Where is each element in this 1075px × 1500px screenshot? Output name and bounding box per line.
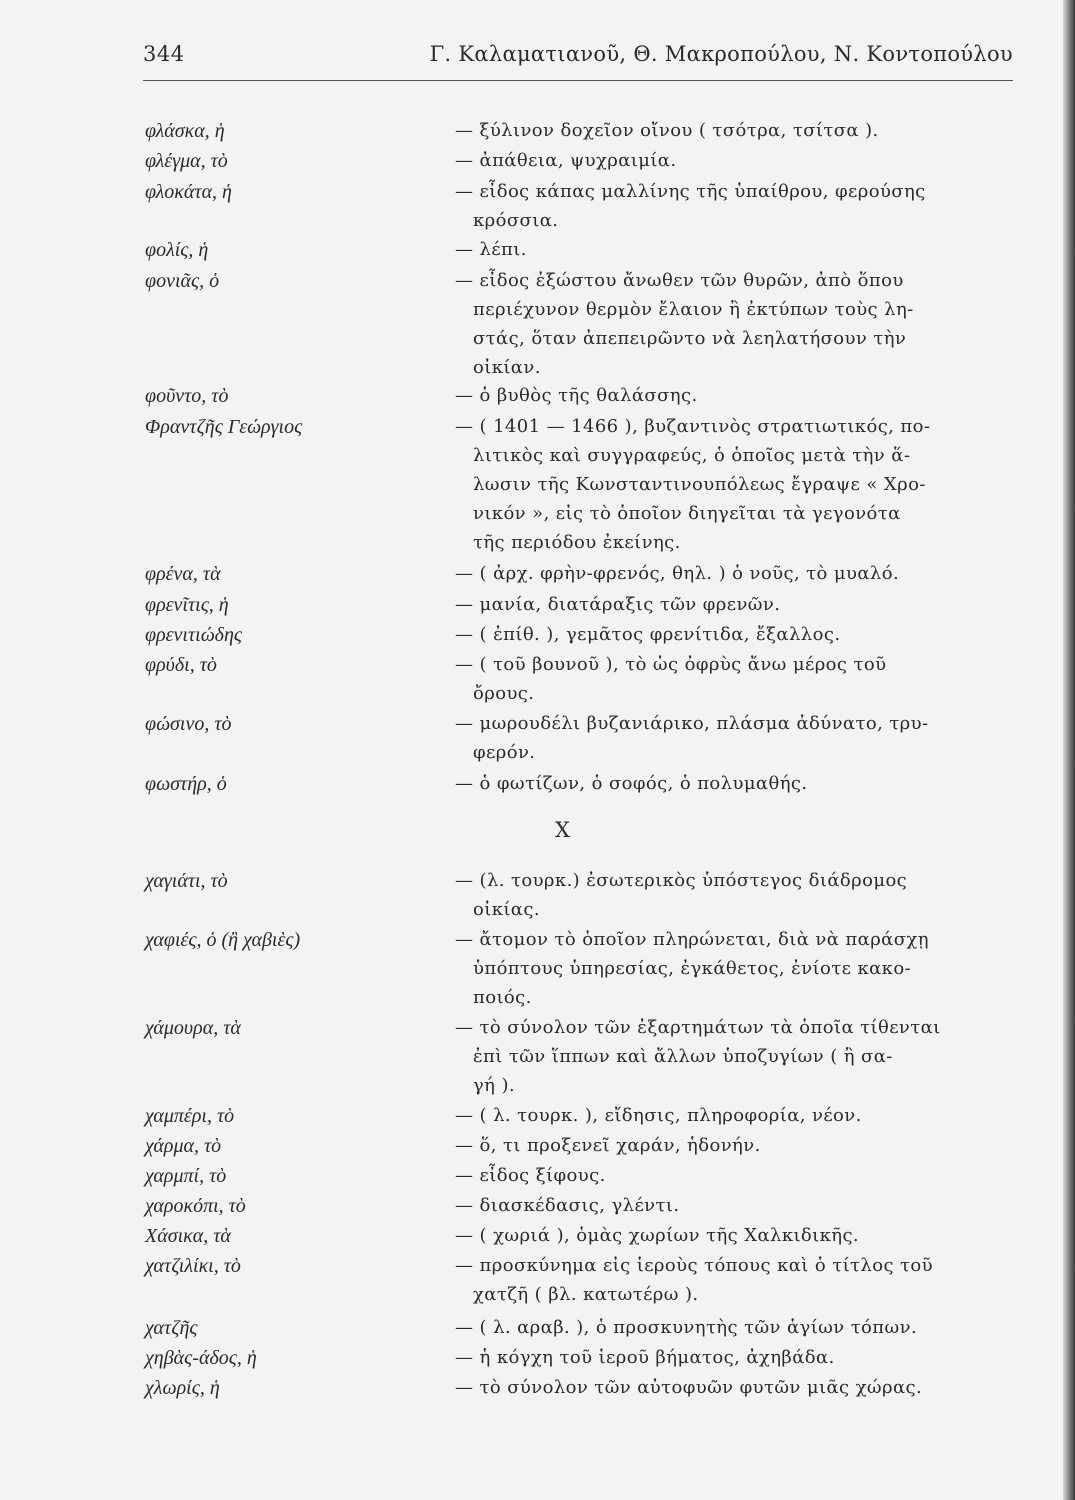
entry-definition [455, 1251, 1005, 1309]
entry-term: φρύδι, τὸ [145, 654, 217, 676]
definition-line: οἰκίαν. [473, 357, 541, 378]
definition-line: — προσκύνημα εἰς ἱεροὺς τόπους καὶ ὁ τίτλος τοῦ [455, 1255, 933, 1276]
definition-line: κρόσσια. [473, 210, 559, 231]
entry-term: φρένα, τὰ [145, 563, 221, 585]
entry-term: χατζῆς [145, 1317, 198, 1339]
entry-definition [455, 1373, 1005, 1402]
entry-definition [455, 1013, 1005, 1100]
entry-term: χηβὰς-άδος, ἡ [145, 1347, 257, 1369]
entry-definition [455, 1221, 1005, 1250]
definition-line: — ( λ. τουρκ. ), εἴδησις, πληροφορία, νέον. [455, 1105, 862, 1126]
entry-term: χαγιάτι, τὸ [145, 870, 228, 892]
definition-line: — μανία, διατάραξις τῶν φρενῶν. [455, 594, 781, 615]
entry-definition [455, 769, 1005, 798]
definition-line: — ὁ φωτίζων, ὁ σοφός, ὁ πολυμαθής. [455, 773, 808, 794]
definition-line: χατζῆ ( βλ. κατωτέρω ). [473, 1284, 699, 1305]
page-edge-shadow [1063, 0, 1075, 1500]
entry-definition [455, 266, 1005, 382]
definition-line: — τὸ σύνολον τῶν αὐτοφυῶν φυτῶν μιᾶς χώρας. [455, 1377, 923, 1398]
definition-line: νικόν », εἰς τὸ ὁποῖον διηγεῖται τὰ γεγονότα [473, 503, 901, 524]
entry-term: φονιᾶς, ὁ [145, 270, 220, 292]
entry-definition [455, 709, 1005, 767]
entry-term: φολίς, ἡ [145, 239, 209, 261]
entry-term: χάρμα, τὸ [145, 1135, 222, 1157]
entry-term: φρενιτιώδης [145, 624, 242, 646]
entry-term: φλοκάτα, ἡ [145, 181, 232, 203]
entry-term: χαφιές, ὁ (ἢ χαβιὲς) [145, 929, 301, 951]
page-header [143, 42, 1013, 82]
entry-term: φοῦντο, τὸ [145, 385, 229, 407]
page-number: 344 [143, 42, 185, 66]
definition-line: — ὅ, τι προξενεῖ χαράν, ἡδονήν. [455, 1135, 761, 1156]
entry-term: φωστήρ, ὁ [145, 773, 227, 795]
definition-line: — ( 1401 — 1466 ), βυζαντινὸς στρατιωτικός, πο- [455, 416, 931, 437]
definition-line: — τὸ σύνολον τῶν ἐξαρτημάτων τὰ ὁποῖα τίθενται [455, 1017, 941, 1038]
entry-term: χάμουρα, τὰ [145, 1017, 241, 1039]
entry-term: χαρμπί, τὸ [145, 1165, 227, 1187]
definition-line: στάς, ὅταν ἀπεπειρῶντο νὰ λεηλατήσουν τὴν [473, 328, 907, 349]
entry-term: χατζιλίκι, τὸ [145, 1255, 241, 1277]
entry-definition [455, 1313, 1005, 1342]
running-head: Γ. Καλαματιανοῦ, Θ. Μακροπούλου, Ν. Κοντοπούλου [429, 42, 1013, 66]
definition-line: — (λ. τουρκ.) ἐσωτερικὸς ὑπόστεγος διάδρομος [455, 870, 908, 891]
entry-term: φλάσκα, ἡ [145, 120, 225, 142]
definition-line: — ξύλινον δοχεῖον οἴνου ( τσότρα, τσίτσα ). [455, 120, 879, 141]
definition-line: — ἄτομον τὸ ὁποῖον πληρώνεται, διὰ νὰ παράσχῃ [455, 929, 929, 950]
entry-definition [455, 381, 1005, 410]
entry-definition [455, 177, 1005, 235]
definition-line: φερόν. [473, 742, 536, 763]
definition-line: ἐπὶ τῶν ἵππων καὶ ἄλλων ὑποζυγίων ( ἢ σα- [473, 1046, 893, 1067]
definition-line: — λέπι. [455, 239, 527, 260]
definition-line: ὄρους. [473, 683, 535, 704]
entry-definition [455, 116, 1005, 145]
entry-term: φλέγμα, τὸ [145, 150, 228, 172]
definition-line: — εἶδος ξίφους. [455, 1165, 606, 1186]
definition-line: — ὁ βυθὸς τῆς θαλάσσης. [455, 385, 698, 406]
definition-line: οἰκίας. [473, 899, 540, 920]
entry-definition [455, 590, 1005, 619]
definition-line: λωσιν τῆς Κωνσταντινουπόλεως ἔγραψε « Χρο- [473, 474, 926, 495]
entry-term: φώσινο, τὸ [145, 713, 232, 735]
entry-definition [455, 1131, 1005, 1160]
definition-line: — ἡ κόγχη τοῦ ἱεροῦ βήματος, ἀχηβάδα. [455, 1347, 835, 1368]
entry-definition [455, 866, 1005, 924]
definition-line: λιτικὸς καὶ συγγραφεύς, ὁ ὁποῖος μετὰ τὴν ἅ- [473, 445, 911, 466]
entry-definition [455, 235, 1005, 264]
entry-definition [455, 1161, 1005, 1190]
definition-line: — ( τοῦ βουνοῦ ), τὸ ὡς ὀφρὺς ἄνω μέρος τοῦ [455, 654, 887, 675]
definition-line: — εἶδος ἐξώστου ἄνωθεν τῶν θυρῶν, ἀπὸ ὅπου [455, 270, 904, 291]
definition-line: — ἀπάθεια, ψυχραιμία. [455, 150, 677, 171]
definition-line: — ( λ. αραβ. ), ὁ προσκυνητὴς τῶν ἁγίων τόπων. [455, 1317, 918, 1338]
entry-definition [455, 146, 1005, 175]
definition-line: — εἶδος κάπας μαλλίνης τῆς ὑπαίθρου, φερούσης [455, 181, 926, 202]
entry-definition [455, 1343, 1005, 1372]
definition-line: γή ). [473, 1075, 516, 1096]
entry-term: χαροκόπι, τὸ [145, 1195, 246, 1217]
definition-line: — διασκέδασις, γλέντι. [455, 1195, 680, 1216]
section-letter: Χ [555, 818, 570, 842]
entry-definition [455, 1101, 1005, 1130]
entry-term: χαμπέρι, τὸ [145, 1105, 235, 1127]
entry-definition [455, 620, 1005, 649]
definition-line: — ( χωριά ), ὁμὰς χωρίων τῆς Χαλκιδικῆς. [455, 1225, 860, 1246]
definition-line: ποιός. [473, 987, 532, 1008]
entry-definition [455, 559, 1005, 588]
definition-line: περιέχυνον θερμὸν ἔλαιον ἢ ἐκτύπων τοὺς λη- [473, 299, 914, 320]
entry-term: Χάσικα, τὰ [145, 1225, 231, 1247]
definition-line: — ( ἀρχ. φρὴν-φρενός, θηλ. ) ὁ νοῦς, τὸ μυαλό. [455, 563, 900, 584]
entry-term: Φραντζῆς Γεώργιος [145, 416, 303, 438]
entry-definition [455, 925, 1005, 1012]
entry-definition [455, 412, 1005, 557]
definition-line: τῆς περιόδου ἐκείνης. [473, 532, 681, 553]
entry-term: χλωρίς, ἡ [145, 1377, 220, 1399]
definition-line: ὑπόπτους ὑπηρεσίας, ἐγκάθετος, ἐνίοτε κακο- [473, 958, 912, 979]
entry-term: φρενῖτις, ἡ [145, 594, 229, 616]
header-rule [143, 80, 1013, 81]
definition-line: — ( ἐπίθ. ), γεμᾶτος φρενίτιδα, ἔξαλλος. [455, 624, 841, 645]
entry-definition [455, 1191, 1005, 1220]
definition-line: — μωρουδέλι βυζανιάρικο, πλάσμα ἀδύνατο, τρυ- [455, 713, 929, 734]
entry-definition [455, 650, 1005, 708]
